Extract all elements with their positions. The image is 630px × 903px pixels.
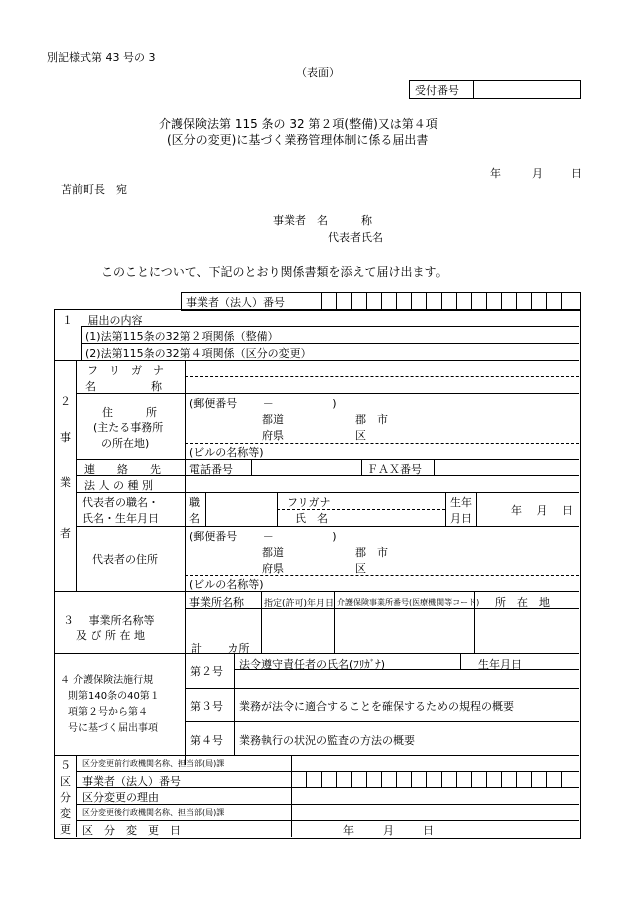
sec2-vertical-1: 事 (60, 431, 71, 444)
date-year-label: 年 (490, 167, 501, 180)
sec4-title-3: 項第２号から第４ (68, 707, 148, 718)
form-number: 別記様式第 43 号の 3 (47, 51, 156, 64)
pref-label-2: 府県 (262, 429, 284, 442)
col-designation-date: 指定(許可)年月日 (264, 599, 335, 609)
receipt-label: 受付番号 (415, 84, 459, 97)
sec5-vertical-2: 区 (60, 775, 71, 788)
sec4-no2-text: 法令遵守責任者の氏名(ﾌﾘｶﾞﾅ) (239, 658, 386, 671)
sec5-month-label: 月 (383, 824, 394, 837)
rep-title-label-1: 代表者の職名・ (82, 496, 159, 509)
sec3-title-1: ３ 事業所名称等 (63, 614, 155, 627)
sec5-day-label: 日 (423, 824, 434, 837)
date-day-label: 日 (571, 167, 582, 180)
name-label: 名 称 (85, 380, 162, 393)
sec5-row5-label: 区 分 変 更 日 (82, 824, 181, 837)
postal-code-field[interactable]: (郵便番号 － ) (189, 397, 337, 410)
sec4-no2-dob: 生年月日 (478, 658, 522, 671)
contact-label: 連 絡 先 (84, 463, 161, 476)
side-label: （表面） (296, 66, 340, 79)
sec4-title-1: ４ 介護保険法施行規 (60, 675, 154, 686)
dob-label-1: 生年 (450, 496, 472, 509)
sec1-item2[interactable]: (2)法第115条の32第４項関係（区分の変更） (85, 347, 312, 360)
office-total: 計 カ所 (191, 642, 250, 655)
county-label-1: 郡 市 (355, 413, 388, 426)
building-field[interactable]: (ビルの名称等) (189, 446, 264, 459)
representative-label: 代表者氏名 (328, 231, 383, 244)
receipt-number-box (409, 80, 581, 99)
rep-county-label-2: 区 (355, 562, 366, 575)
job-label-1: 職 (189, 496, 200, 509)
rep-address-label: 代表者の住所 (92, 553, 158, 566)
fax-label: ＦＡＸ番号 (367, 463, 422, 476)
pref-label-1: 都道 (262, 413, 284, 426)
address-label-1: 住 所 (102, 406, 157, 419)
sec4-no4-text: 業務執行の状況の監査の方法の概要 (239, 734, 415, 747)
sec5-row4-label: 区分変更後行政機関名称、担当部(局)課 (82, 808, 225, 817)
date-month-label: 月 (532, 167, 543, 180)
sec4-no3: 第３号 (190, 700, 223, 713)
operator-number-cells[interactable] (321, 293, 576, 310)
sec5-vertical-4: 変 (60, 807, 71, 820)
col-location: 所 在 地 (495, 596, 550, 609)
applicant-name-label: 事業者 名 称 (273, 214, 372, 227)
sec5-row1-label: 区分変更前行政機関名称、担当部(局)課 (82, 759, 225, 768)
furigana2-label: フリガナ (287, 496, 331, 509)
col-office-number: 介護保険事業所番号(医療機関等コード) (337, 598, 480, 607)
sec4-no2: 第２号 (190, 665, 223, 678)
sec5-operator-number-cells[interactable] (291, 771, 579, 787)
sec3-title-2: 及 び 所 在 地 (76, 629, 145, 642)
rep-county-label-1: 郡 市 (355, 546, 388, 559)
address-label-2: (主たる事務所 (93, 421, 164, 434)
sec1-title: １ 届出の内容 (62, 314, 143, 327)
doc-title-line1: 介護保険法第 115 条の 32 第２項(整備)又は第４項 (159, 117, 438, 131)
rep-pref-label-1: 都道 (262, 546, 284, 559)
sec5-vertical-3: 分 (60, 791, 71, 804)
address-label-3: の所在地) (101, 437, 150, 450)
col-office-name: 事業所名称 (189, 596, 244, 609)
sec5-year-label: 年 (343, 824, 354, 837)
furigana-label: フ リ ガ ナ (87, 364, 164, 377)
rep-postal-code-field[interactable]: (郵便番号 － ) (189, 530, 337, 543)
sec2-vertical-3: 者 (60, 527, 71, 540)
rep-pref-label-2: 府県 (262, 562, 284, 575)
doc-title-line2: (区分の変更)に基づく業務管理体制に係る届出書 (167, 133, 429, 147)
sec5-row3-label: 区分変更の理由 (82, 791, 159, 804)
sec2-num: ２ (60, 395, 71, 408)
phone-label: 電話番号 (189, 463, 233, 476)
entity-type-label: 法 人 の 種 別 (84, 479, 153, 492)
addressee: 苫前町長 宛 (61, 183, 127, 196)
county-label-2: 区 (355, 429, 366, 442)
rep-building-field[interactable]: (ビルの名称等) (189, 578, 264, 591)
sec4-no4: 第４号 (190, 734, 223, 747)
rep-title-label-2: 氏名・生年月日 (82, 512, 159, 525)
sec5-vertical-5: 更 (60, 823, 71, 836)
dob-label-2: 月日 (450, 512, 472, 525)
name2-label: 氏 名 (295, 512, 328, 525)
sec2-vertical-2: 業 (60, 476, 71, 489)
job-label-2: 名 (189, 512, 200, 525)
sec4-no3-text: 業務が法令に適合することを確保するための規程の概要 (239, 700, 514, 713)
intro-text: このことについて、下記のとおり関係書類を添えて届け出ます。 (101, 265, 448, 279)
sec1-item1[interactable]: (1)法第115条の32第２項関係（整備） (85, 330, 279, 343)
sec4-title-2: 則第140条の40第１ (68, 691, 160, 702)
dob-value[interactable]: 年 月 日 (511, 504, 573, 517)
sec5-vertical-1: ５ (60, 759, 71, 772)
sec4-title-4: 号に基づく届出事項 (68, 723, 158, 734)
sec5-row2-label: 事業者（法人）番号 (82, 775, 181, 788)
operator-number-label: 事業者（法人）番号 (186, 296, 285, 309)
